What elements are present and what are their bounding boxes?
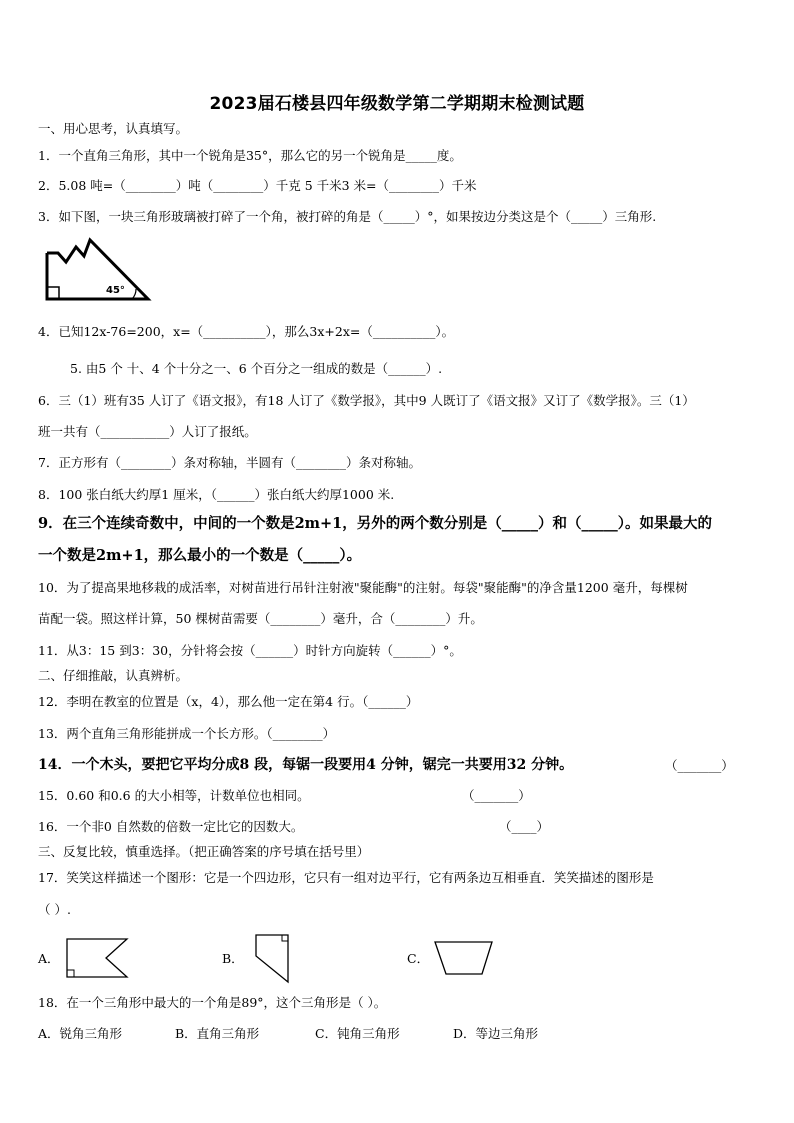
question-6-line-1: 6．三（1）班有35 人订了《语文报》，有18 人订了《数学报》，其中9 人既订了《语文报》又订了《数学报》。三（1）	[38, 393, 695, 408]
question-11: 11．从3：15 到3：30，分针将会按（______）时针方向旋转（______）°。	[38, 643, 462, 658]
option-a-label: A．	[38, 951, 60, 966]
option-b-label: B．	[222, 951, 244, 966]
broken-triangle-figure	[44, 236, 154, 302]
question-14-blank: （_______）	[665, 758, 734, 773]
question-17-line-1: 17．笑笑这样描述一个图形：它是一个四边形，它只有一组对边平行，它有两条边互相垂直．笑笑描述的图形是	[38, 870, 654, 885]
section-2-heading: 二、仔细推敲，认真辨析。	[38, 668, 189, 683]
question-2: 2．5.08 吨=（________）吨（________）千克 5 千米3 米=（________）千米	[38, 178, 477, 193]
question-18: 18．在一个三角形中最大的一个角是89°，这个三角形是（ ）。	[38, 995, 387, 1010]
option-a-shape	[64, 936, 132, 982]
question-9-line-2: 一个数是2m+1，那么最小的一个数是（_____）。	[38, 547, 362, 564]
angle-label: 45°	[106, 285, 125, 296]
question-15: 15．0.60 和0.6 的大小相等，计数单位也相同。	[38, 788, 310, 803]
question-16: 16．一个非0 自然数的倍数一定比它的因数大。	[38, 819, 304, 834]
question-6-line-2: 班一共有（___________）人订了报纸。	[38, 424, 257, 439]
question-10-line-2: 苗配一袋。照这样计算，50 棵树苗需要（________）毫升，合（________）升。	[38, 611, 483, 626]
option-c-shape	[432, 938, 496, 978]
question-4: 4．已知12x-76=200，x=（__________），那么3x+2x=（__________）。	[38, 324, 455, 339]
section-1-heading: 一、用心思考，认真填写。	[38, 121, 189, 136]
question-10-line-1: 10．为了提高果地移栽的成活率，对树苗进行吊针注射液"聚能酶"的注射。每袋"聚能酶"的净含量1200 毫升，每棵树	[38, 580, 688, 595]
question-18-option-b: B．直角三角形	[175, 1026, 260, 1041]
question-5: 5. 由5 个 十、4 个十分之一、6 个百分之一组成的数是（______）.	[70, 361, 443, 376]
page-title: 2023届石楼县四年级数学第二学期期末检测试题	[209, 94, 585, 114]
question-8: 8．100 张白纸大约厚1 厘米，（______）张白纸大约厚1000 米.	[38, 487, 395, 502]
question-12: 12．李明在教室的位置是（x，4），那么他一定在第4 行。（______）	[38, 694, 419, 709]
question-3: 3．如下图，一块三角形玻璃被打碎了一个角，被打碎的角是（_____）°，如果按边分类这是个（_____）三角形.	[38, 209, 657, 224]
option-b-shape	[252, 932, 294, 986]
question-7: 7．正方形有（________）条对称轴，半圆有（________）条对称轴。	[38, 455, 421, 470]
question-14: 14．一个木头，要把它平均分成8 段，每锯一段要用4 分钟，锯完一共要用32 分钟。	[38, 757, 574, 773]
question-1: 1．一个直角三角形，其中一个锐角是35°，那么它的另一个锐角是_____度。	[38, 148, 462, 163]
question-18-option-c: C．钝角三角形	[315, 1026, 400, 1041]
question-9-line-1: 9．在三个连续奇数中，中间的一个数是2m+1，另外的两个数分别是（_____）和（_____）。如果最大的	[38, 515, 713, 532]
question-15-blank: （_______）	[462, 788, 531, 803]
question-17-line-2: （ ）.	[38, 902, 71, 917]
question-18-option-d: D．等边三角形	[453, 1026, 539, 1041]
section-3-heading: 三、反复比较，慎重选择。（把正确答案的序号填在括号里）	[38, 844, 370, 859]
question-16-blank: （____）	[499, 819, 550, 834]
question-18-option-a: A．锐角三角形	[38, 1026, 123, 1041]
question-13: 13．两个直角三角形能拼成一个长方形。（________）	[38, 726, 336, 741]
option-c-label: C．	[407, 951, 430, 966]
